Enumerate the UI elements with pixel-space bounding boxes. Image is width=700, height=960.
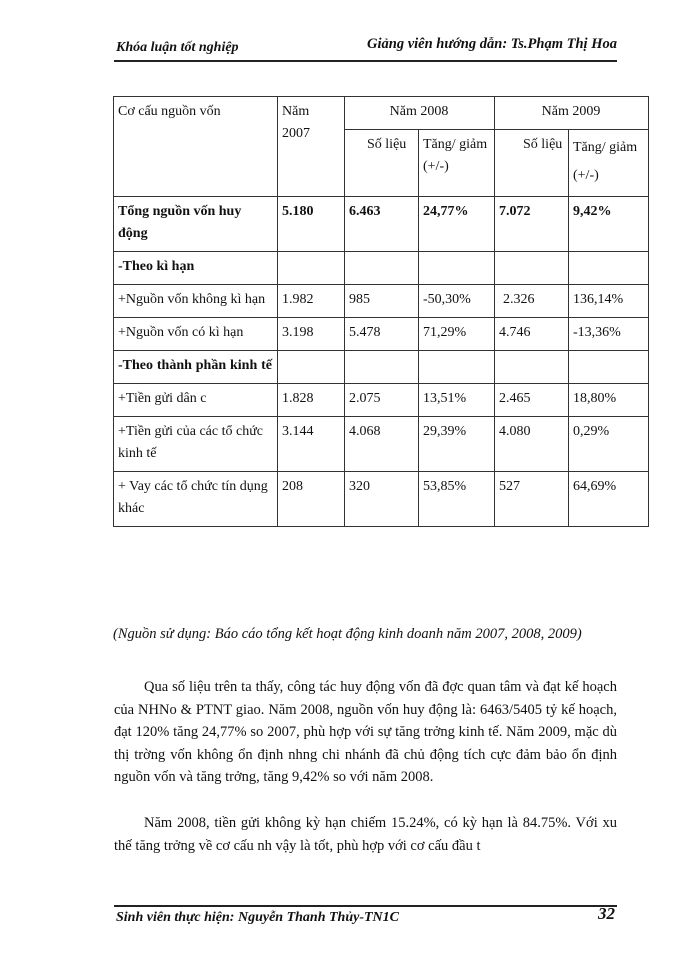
row-label: Tổng nguồn vốn huy động (114, 197, 278, 252)
paragraph-text: Năm 2008, tiền gửi không kỳ hạn chiếm 15.24%, có kỳ hạn là 84.75%. Với xu thế tăng trởng về cơ cấu nh vậy là tốt, phù hợp với cơ cấu đầu t (114, 815, 617, 854)
cell-change-2009: 18,80% (569, 384, 649, 417)
cell-value-2008: 5.478 (345, 318, 419, 351)
cell-value-2009: 527 (495, 472, 569, 527)
table-row (114, 351, 649, 384)
cell-value-2009: 4.080 (495, 417, 569, 472)
header-right: Giảng viên hướng dẫn: Ts.Phạm Thị Hoa (367, 36, 617, 52)
cell-value-2009 (495, 351, 569, 384)
header-cell-2007: Năm 2007 (278, 97, 345, 197)
cell-2007 (278, 252, 345, 285)
cell-2007: 3.198 (278, 318, 345, 351)
subheader-value-2009: Số liệu (495, 130, 569, 197)
header-left: Khóa luận tốt nghiệp (116, 40, 239, 55)
cell-change-2009: -13,36% (569, 318, 649, 351)
cell-change-2008: 13,51% (419, 384, 495, 417)
body-paragraph (114, 812, 617, 857)
cell-value-2009 (495, 252, 569, 285)
table-row (114, 197, 649, 252)
cell-2007: 1.828 (278, 384, 345, 417)
row-label: +Nguồn vốn không kì hạn (114, 285, 278, 318)
header-cell-2008: Năm 2008 (345, 97, 495, 130)
cell-2007: 1.982 (278, 285, 345, 318)
row-label: +Tiền gửi dân c (114, 384, 278, 417)
cell-value-2008: 985 (345, 285, 419, 318)
cell-value-2008: 320 (345, 472, 419, 527)
table-source-note: (Nguồn sử dụng: Báo cáo tổng kết hoạt động kinh doanh năm 2007, 2008, 2009) (113, 626, 582, 642)
page-footer (114, 905, 617, 929)
cell-change-2009: 136,14% (569, 285, 649, 318)
cell-change-2009: 0,29% (569, 417, 649, 472)
cell-change-2008: 29,39% (419, 417, 495, 472)
table-row (114, 417, 649, 472)
row-label: + Vay các tổ chức tín dụng khác (114, 472, 278, 527)
page-header (114, 36, 617, 62)
paragraph-text: Qua số liệu trên ta thấy, công tác huy động vốn đã đợc quan tâm và đạt kế hoạch của NHNo & PTNT giao. Năm 2008, nguồn vốn huy động là: 6463/5405 tỷ kế hoạch, đạt 120% tăng 24,77% so 2007, phù hợp với sự tăng trởng kinh tế. Năm 2009, mặc dù thị trờng vốn không ổn định nhng chi nhánh đã chủ động tích cực đảm bảo ổn định nguồn vốn và tăng trởng, tăng 9,42% so với năm 2008. (114, 679, 617, 786)
table-row (114, 472, 649, 527)
cell-2007: 3.144 (278, 417, 345, 472)
cell-change-2009: 64,69% (569, 472, 649, 527)
cell-change-2008: 71,29% (419, 318, 495, 351)
cell-value-2008: 4.068 (345, 417, 419, 472)
cell-change-2008: -50,30% (419, 285, 495, 318)
subheader-change-2008: Tăng/ giảm (+/-) (419, 130, 495, 197)
row-label: +Tiền gửi của các tổ chức kinh tế (114, 417, 278, 472)
header-cell-structure: Cơ cấu nguồn vốn (114, 97, 278, 197)
cell-change-2008: 53,85% (419, 472, 495, 527)
cell-value-2009: 2.326 (495, 285, 569, 318)
header-cell-2009: Năm 2009 (495, 97, 649, 130)
cell-change-2008: 24,77% (419, 197, 495, 252)
table-row (114, 384, 649, 417)
cell-2007: 208 (278, 472, 345, 527)
footer-left: Sinh viên thực hiện: Nguyễn Thanh Thủy-TN1C (116, 910, 399, 925)
table-row (114, 252, 649, 285)
page-number: 32 (598, 904, 615, 923)
row-label: -Theo kì hạn (114, 252, 278, 285)
cell-2007 (278, 351, 345, 384)
table-header-row (114, 97, 649, 130)
cell-value-2008: 2.075 (345, 384, 419, 417)
cell-change-2009 (569, 252, 649, 285)
cell-change-2009 (569, 351, 649, 384)
table-row (114, 285, 649, 318)
subheader-value-2008: Số liệu (345, 130, 419, 197)
row-label: +Nguồn vốn có kì hạn (114, 318, 278, 351)
funding-structure-table (113, 96, 649, 527)
subheader-change-2009: Tăng/ giảm (+/-) (569, 130, 649, 197)
cell-value-2009: 4.746 (495, 318, 569, 351)
cell-value-2008: 6.463 (345, 197, 419, 252)
cell-value-2009: 7.072 (495, 197, 569, 252)
body-paragraph (114, 676, 617, 789)
cell-change-2008 (419, 351, 495, 384)
cell-change-2008 (419, 252, 495, 285)
row-label: -Theo thành phần kinh tế (114, 351, 278, 384)
cell-value-2008 (345, 252, 419, 285)
cell-value-2008 (345, 351, 419, 384)
table-row (114, 318, 649, 351)
cell-value-2009: 2.465 (495, 384, 569, 417)
cell-change-2009: 9,42% (569, 197, 649, 252)
cell-2007: 5.180 (278, 197, 345, 252)
